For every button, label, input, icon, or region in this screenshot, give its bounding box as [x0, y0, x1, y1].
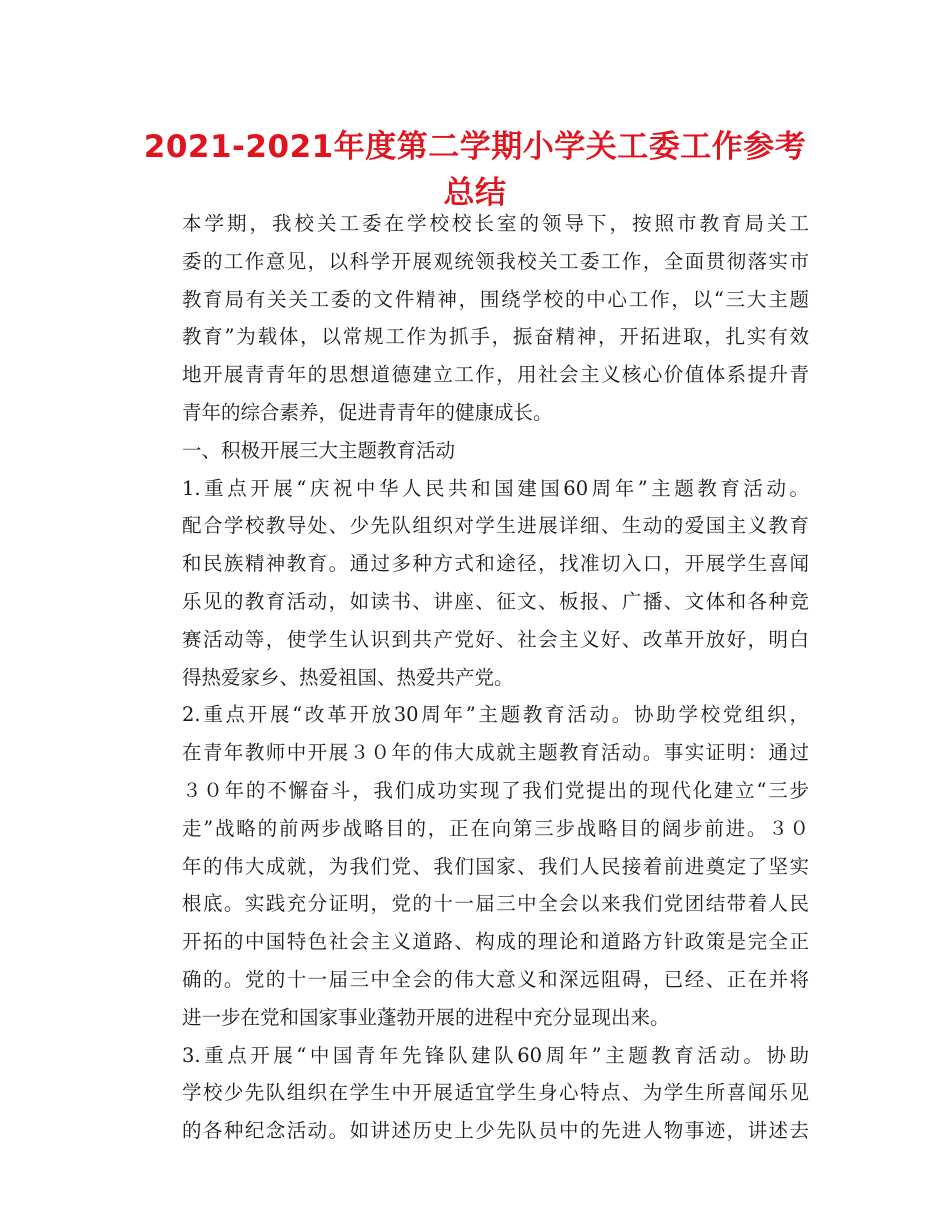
text-line: 根底。实践充分证明，党的十一届三中全会以来我们党团结带着人民: [182, 892, 809, 916]
text-line: 进一步在党和国家事业蓬勃开展的进程中充分显现出来。: [182, 1005, 670, 1029]
document-title-line-1: 2021-2021年度第二学期小学关工委工作参考: [143, 129, 807, 165]
text-line: 的各种纪念活动。如讲述历史上少先队员中的先进人物事迹，讲述去: [182, 1119, 809, 1143]
text-line: 2.重点开展“改革开放30周年”主题教育活动。协助学校党组织，: [182, 703, 809, 727]
item-paragraph-2: [143, 696, 809, 1036]
text-line: 青年的综合素养，促进青青年的健康成长。: [182, 400, 553, 424]
text-line: 确的。党的十一届三中全会的伟大意义和深远阻碍，已经、正在并将: [182, 967, 809, 991]
text-line: 教育”为载体，以常规工作为抓手，振奋精神，开拓进取，扎实有效: [182, 325, 809, 349]
text-line: 学校少先队组织在学生中开展适宜学生身心特点、为学生所喜闻乐见: [182, 1081, 809, 1105]
text-line: 得热爱家乡、热爱祖国、热爱共产党。: [182, 665, 514, 689]
text-line: 地开展青青年的思想道德建立工作，用社会主义核心价值体系提升青: [182, 363, 809, 387]
text-line: 和民族精神教育。通过多种方式和途径，找准切入口，开展学生喜闻: [182, 552, 809, 576]
text-line: 委的工作意见，以科学开展观统领我校关工委工作，全面贯彻落实市: [182, 249, 809, 273]
intro-paragraph: [143, 205, 809, 432]
text-line: 3.重点开展“中国青年先锋队建队60周年”主题教育活动。协助: [182, 1043, 809, 1067]
text-line: 教育局有关关工委的文件精神，围绕学校的中心工作，以“三大主题: [182, 287, 809, 311]
text-line: 走”战略的前两步战略目的，正在向第三步战略目的阔步前进。３０: [182, 816, 809, 840]
item-paragraph-1: [143, 470, 809, 697]
text-line: 本学期，我校关工委在学校校长室的领导下，按照市教育局关工: [182, 212, 809, 235]
section-heading: 一、积极开展三大主题教育活动: [182, 438, 456, 462]
text-line: 配合学校教导处、少先队组织对学生进展详细、生动的爱国主义教育: [182, 514, 809, 538]
item-paragraph-3: [143, 1037, 809, 1150]
text-line: 赛活动等，使学生认识到共产党好、社会主义好、改革开放好，明白: [182, 627, 809, 651]
text-line: 1.重点开展“庆祝中华人民共和国建国60周年”主题教育活动。: [182, 476, 809, 500]
text-line: 乐见的教育活动，如读书、讲座、征文、板报、广播、文体和各种竞: [182, 589, 809, 613]
text-line: 年的伟大成就，为我们党、我们国家、我们人民接着前进奠定了坚实: [182, 854, 809, 878]
document-body: [143, 205, 809, 1150]
text-line: ３０年的不懈奋斗，我们成功实现了我们党提出的现代化建立“三步: [182, 778, 809, 802]
document-title-line-2: 总结: [443, 175, 507, 211]
text-line: 在青年教师中开展３０年的伟大成就主题教育活动。事实证明：通过: [182, 741, 809, 765]
text-line: 开拓的中国特色社会主义道路、构成的理论和道路方针政策是完全正: [182, 930, 809, 954]
